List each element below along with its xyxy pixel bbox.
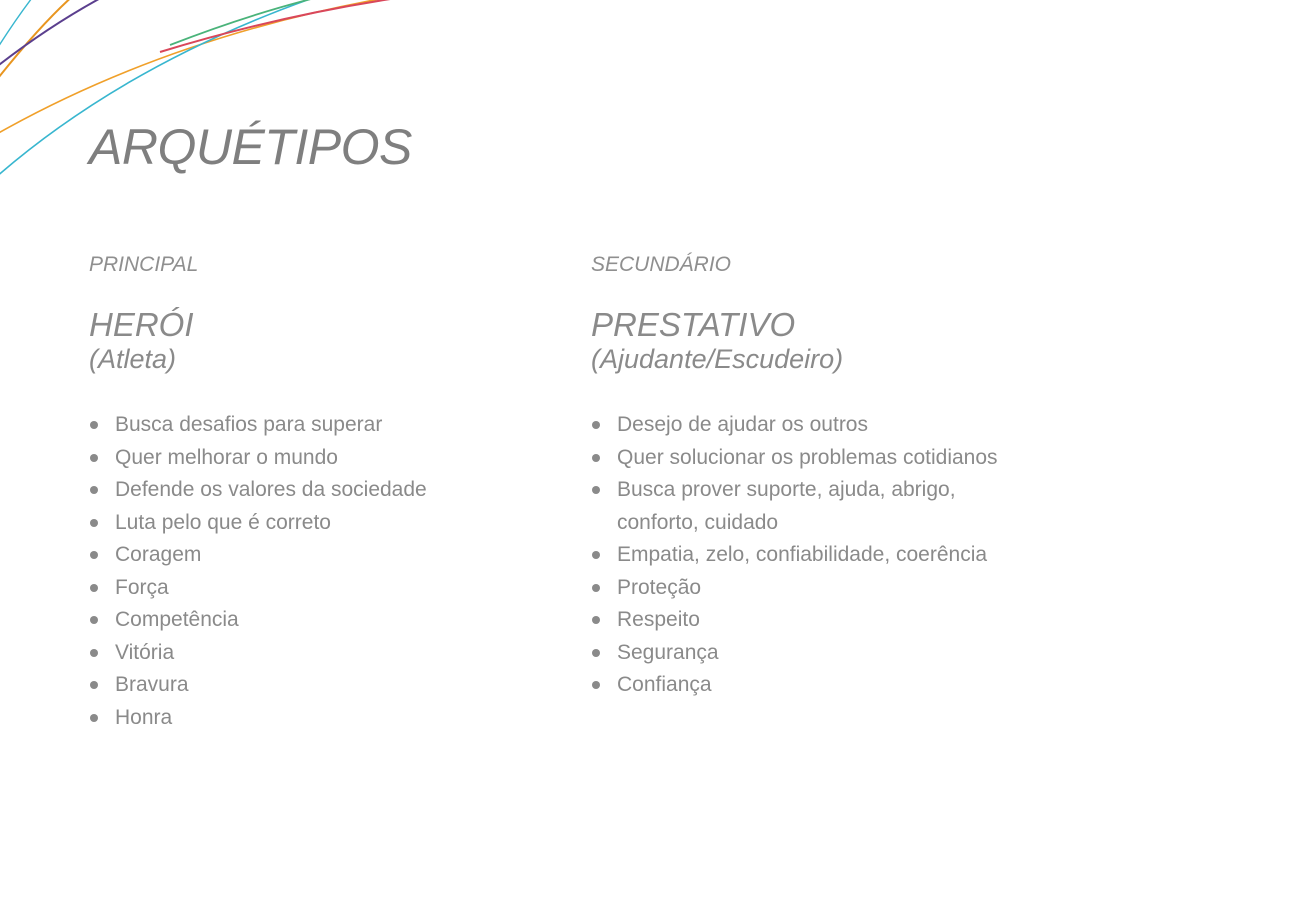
archetype-kind-label: PRINCIPAL (89, 253, 199, 276)
list-item: Luta pelo que é correto (89, 507, 559, 540)
list-item: Respeito (591, 604, 1017, 637)
purple-swoosh (0, 0, 108, 68)
list-item: Busca desafios para superar (89, 409, 559, 442)
list-item: Coragem (89, 539, 559, 572)
list-item: Vitória (89, 637, 559, 670)
page-title: ARQUÉTIPOS (89, 119, 412, 175)
teal-swoosh (0, 0, 35, 52)
archetype-kind-label: SECUNDÁRIO (591, 253, 732, 276)
list-item: Competência (89, 604, 559, 637)
archetype-name: HERÓI (89, 306, 194, 343)
list-item: Honra (89, 702, 559, 735)
archetype-name: PRESTATIVO (591, 306, 796, 343)
list-item: Força (89, 572, 559, 605)
list-item: Bravura (89, 669, 559, 702)
list-item: Proteção (591, 572, 1017, 605)
archetype-subtitle: (Atleta) (89, 344, 177, 374)
archetype-secondary (591, 252, 1061, 702)
list-item: Empatia, zelo, confiabilidade, coerência (591, 539, 1017, 572)
list-item: Confiança (591, 669, 1017, 702)
list-item: Quer melhorar o mundo (89, 442, 559, 475)
list-item: Quer solucionar os problemas cotidianos (591, 442, 1017, 475)
list-item: Desejo de ajudar os outros (591, 409, 1017, 442)
trait-list (89, 409, 559, 734)
archetype-primary (89, 252, 559, 734)
green-swoosh (170, 0, 340, 45)
list-item: Segurança (591, 637, 1017, 670)
list-item: Defende os valores da sociedade (89, 474, 559, 507)
dark-orange-swoosh (0, 0, 75, 82)
trait-list (591, 409, 1061, 702)
archetype-subtitle: (Ajudante/Escudeiro) (591, 344, 844, 374)
list-item: Busca prover suporte, ajuda, abrigo, conforto, cuidado (591, 474, 1017, 539)
